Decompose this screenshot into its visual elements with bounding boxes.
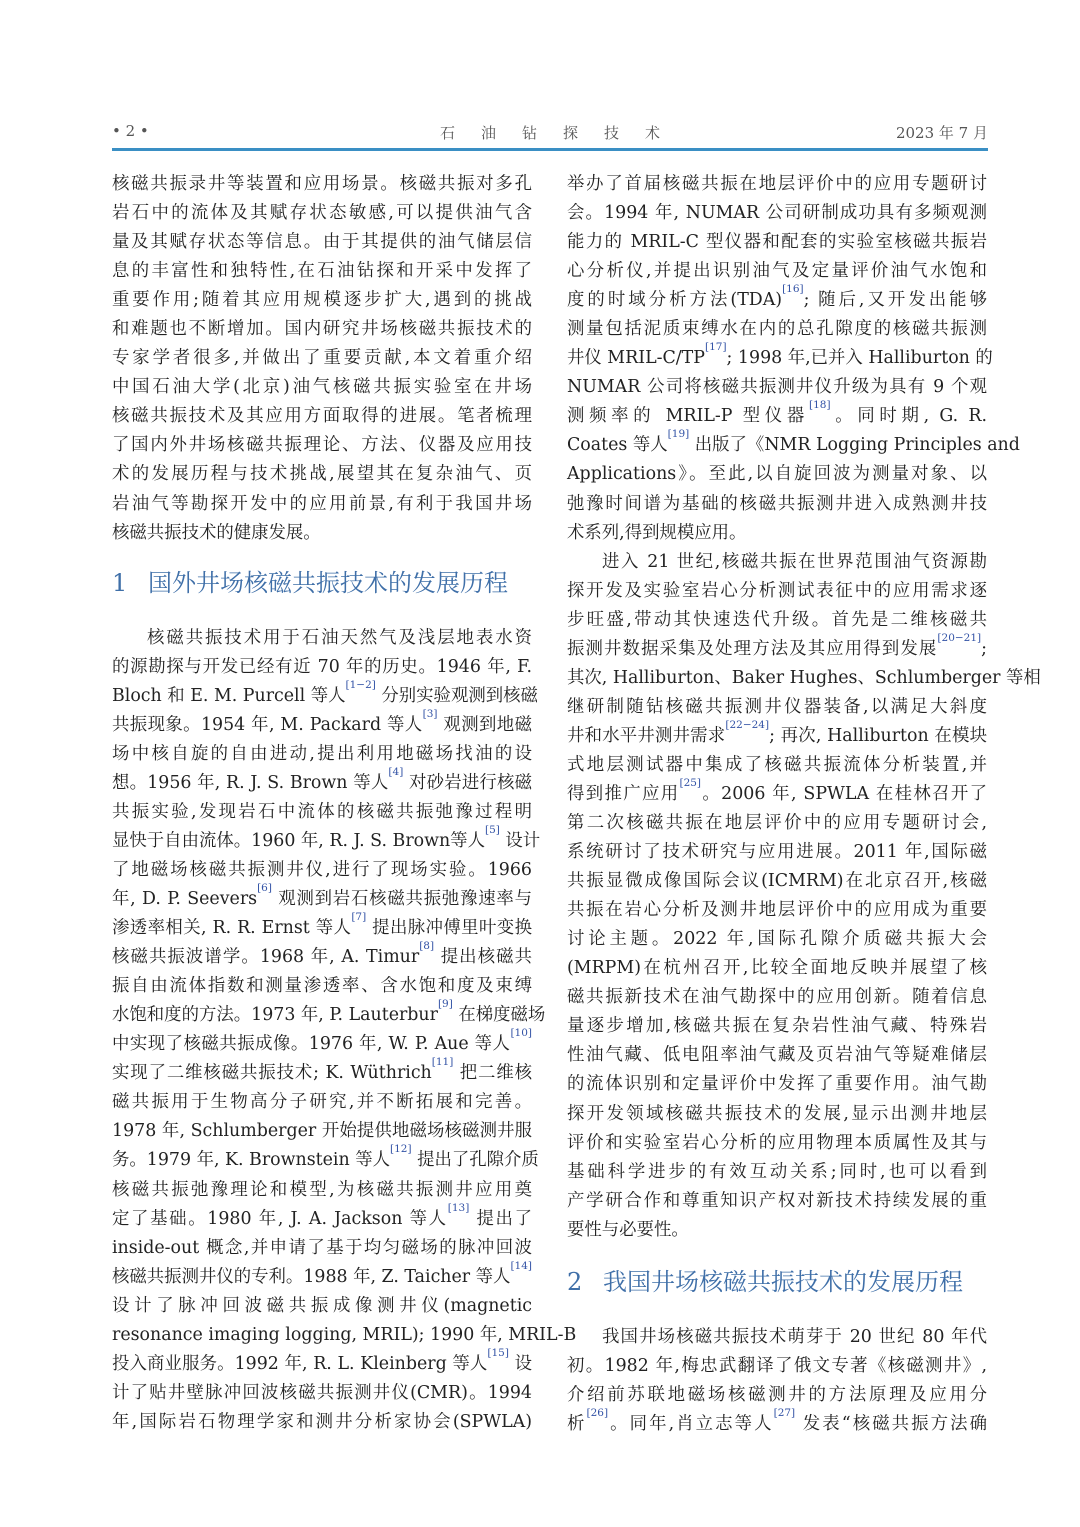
citation-ref[interactable]: [18]: [808, 399, 831, 412]
line-text: 析: [567, 1413, 587, 1434]
text-line: [112, 315, 532, 344]
line-text-after-citation: 。同年,肖立志等人: [608, 1413, 774, 1434]
citation-ref[interactable]: [16]: [782, 283, 804, 296]
line-text: 术的发展历程与技术挑战,展望其在复杂油气、页: [112, 464, 532, 485]
line-text-after-citation: 发表“核磁共振方法确: [795, 1413, 987, 1434]
text-line: [112, 519, 532, 548]
line-text: 量及其赋存状态等信息。由于其提供的油气储层信: [112, 232, 532, 253]
line-text: 核磁共振弛豫理论和模型,为核磁共振测井应用奠: [112, 1179, 532, 1200]
line-text: 探开发及实验室岩心分析测试表征中的应用需求逐: [567, 580, 987, 601]
section-2-heading: [567, 1255, 987, 1315]
line-text: 井和水平井测井需求: [567, 725, 726, 746]
text-line: [112, 1259, 532, 1292]
line-text: 岩石中的流体及其赋存状态敏感,可以提供油气含: [112, 203, 532, 224]
text-line: [567, 983, 987, 1012]
text-line: [112, 1408, 532, 1437]
line-text: 心分析仪,并提出识别油气及定量评价油气水饱和: [567, 261, 987, 282]
text-line: [112, 1234, 532, 1263]
line-text: 投入商业服务。1992 年, R. L. Kleinberg 等人: [112, 1353, 488, 1374]
line-text: 第二次核磁共振在地层评价中的应用专题研讨会,: [567, 813, 987, 834]
line-text: 讨论主题。2022 年,国际孔隙介质磁共振大会: [567, 929, 987, 950]
citation-ref[interactable]: [1−2]: [345, 678, 376, 691]
text-line: [112, 1321, 577, 1350]
line-text: 水饱和度的方法。1973 年, P. Lauterbur: [112, 1005, 438, 1026]
citation-ref[interactable]: [15]: [487, 1346, 509, 1359]
line-text: 测量包括泥质束缚水在内的总孔隙度的核磁共振测: [567, 319, 987, 340]
text-line: [567, 664, 1041, 693]
line-text-after-citation: 对砂岩进行核磁: [403, 772, 533, 793]
running-header: [112, 120, 988, 144]
text-line: [567, 548, 987, 577]
line-text: NUMAR 公司将核磁共振测井仪升级为具有 9 个观: [567, 377, 987, 398]
line-text: 磁共振用于生物高分子研究,并不断拓展和完善。: [112, 1092, 532, 1113]
line-text: 共振现象。1954 年, M. Packard 等人: [112, 714, 423, 735]
line-text-after-citation: 把二维核: [453, 1063, 533, 1084]
text-line: [112, 228, 532, 257]
text-line: [567, 631, 987, 664]
citation-ref[interactable]: [6]: [257, 882, 272, 895]
citation-ref[interactable]: [25]: [679, 776, 702, 789]
text-line: [567, 1352, 987, 1381]
line-text: 继研制随钻核磁共振测井仪器装备,以满足大斜度: [567, 696, 987, 717]
line-text: 其次, Halliburton、Baker Hughes、Schlumberger 等相: [567, 667, 1041, 688]
line-text: 定了基础。1980 年, J. A. Jackson 等人: [112, 1208, 448, 1229]
paragraph-21st-century: [567, 548, 1041, 1245]
section-1-heading: [112, 556, 532, 616]
text-line: [112, 856, 532, 885]
text-line: [567, 606, 987, 635]
text-line: [112, 286, 532, 315]
text-line: [112, 940, 533, 972]
line-text: 基础科学进步的有效互动关系;同时,也可以看到: [567, 1161, 987, 1182]
line-text-after-citation: 提出了孔隙介质: [411, 1150, 539, 1171]
citation-ref[interactable]: [13]: [447, 1201, 470, 1214]
citation-ref[interactable]: [7]: [351, 911, 367, 924]
text-line: [567, 373, 987, 402]
citation-ref[interactable]: [20−21]: [937, 631, 982, 644]
text-line: [567, 199, 987, 228]
line-text: 和难题也不断增加。国内研究井场核磁共振技术的: [112, 319, 532, 340]
page-number: • 2 •: [112, 122, 149, 140]
line-text: 振测井数据采集及处理方法及其应用得到发展: [567, 638, 938, 659]
line-text: 得到推广应用: [567, 783, 680, 804]
text-line: [567, 257, 987, 286]
text-line: [567, 1070, 987, 1099]
line-text: 了国内外井场核磁共振理论、方法、仪器及应用技: [112, 435, 532, 456]
line-text: 的流体识别和定量评价中发挥了重要作用。油气勘: [567, 1074, 987, 1095]
text-line: [112, 765, 533, 798]
line-text: 我国井场核磁共振技术萌芽于 20 世纪 80 年代: [602, 1326, 987, 1347]
line-text: 振自由流体指数和测量渗透率、含水饱和度及束缚: [112, 976, 532, 997]
line-text: 核磁共振技术及其应用方面取得的进展。笔者梳理: [112, 406, 532, 427]
line-text: 核磁共振录井等装置和应用场景。核磁共振对多孔: [112, 174, 532, 194]
text-line: [567, 1041, 987, 1070]
text-line: [112, 998, 546, 1030]
line-text: 务。1979 年, K. Brownstein 等人: [112, 1150, 390, 1171]
continued-paragraph: [567, 170, 1020, 548]
line-text: 初。1982 年,梅忠武翻译了俄文专著《核磁测井》,: [567, 1355, 987, 1376]
line-text-after-citation: 出版了《NMR Logging Principles and: [689, 435, 1020, 456]
text-line: [567, 925, 987, 954]
right-column: [567, 170, 1041, 1439]
line-text-after-citation: 。同时期, G. R.: [830, 406, 988, 427]
line-text-after-citation: 。2006 年, SPWLA 在桂林召开了: [701, 783, 987, 804]
line-text: 想。1956 年, R. J. S. Brown 等人: [112, 772, 389, 793]
line-text: 中实现了核磁共振成像。1976 年, W. P. Aue 等人: [112, 1034, 511, 1055]
text-line: [112, 653, 532, 682]
line-text: 了地磁场核磁共振测井仪,进行了现场实验。1966: [112, 859, 532, 880]
line-text: 探开发领域核磁共振技术的发展,显示出测井地层: [567, 1103, 987, 1124]
line-text-after-citation: 分别实验观测到核磁: [375, 685, 538, 706]
line-text: 性油气藏、低电阻率油气藏及页岩油气等疑难储层: [567, 1045, 987, 1066]
text-line: [112, 1056, 533, 1088]
line-text: 能力的 MRIL-C 型仪器和配套的实验室核磁共振岩: [567, 232, 987, 253]
line-text: 渗透率相关, R. R. Ernst 等人: [112, 918, 352, 939]
header-rule: [112, 148, 988, 151]
line-text: 共振实验,发现岩石中流体的核磁共振弛豫过程明: [112, 801, 532, 822]
line-text: 的源勘探与开发已经有近 70 年的历史。1946 年, F.: [112, 656, 532, 677]
text-line: [112, 823, 541, 856]
text-line: [567, 867, 987, 896]
line-text: 术系列,得到规模应用。: [567, 522, 747, 543]
citation-ref[interactable]: [22−24]: [725, 718, 770, 731]
text-line: [112, 402, 532, 431]
text-line: [567, 519, 987, 548]
text-line: [567, 1381, 987, 1410]
section-2-paragraph: [567, 1323, 987, 1439]
line-text: 核磁共振测井仪的专利。1988 年, Z. Taicher 等人: [112, 1266, 511, 1287]
citation-ref[interactable]: [11]: [431, 1056, 454, 1069]
line-text: 中国石油大学(北京)油气核磁共振实验室在井场: [112, 377, 532, 398]
text-line: [112, 257, 532, 286]
text-line: [567, 1158, 987, 1187]
text-line: [567, 228, 987, 257]
line-text-after-citation: 设: [508, 1353, 532, 1374]
text-line: [567, 838, 987, 867]
text-line: [112, 1292, 532, 1321]
text-line: [112, 344, 532, 373]
left-column: [112, 170, 577, 1437]
citation-ref[interactable]: [17]: [704, 341, 727, 354]
text-line: [567, 577, 987, 606]
line-text: 实现了二维核磁共振技术; K. Wüthrich: [112, 1063, 432, 1084]
line-text: 度的时域分析方法(TDA): [567, 290, 783, 311]
text-line: [112, 1176, 532, 1205]
line-text: 场中核自旋的自由进动,提出利用地磁场找油的设: [112, 743, 532, 764]
line-text: 核磁共振波谱学。1968 年, A. Timur: [112, 947, 420, 968]
line-text-after-citation: 提出了: [469, 1208, 533, 1229]
text-line: [567, 460, 987, 489]
line-text: 专家学者很多,并做出了重要贡献,本文着重介绍: [112, 348, 532, 369]
line-text: 息的丰富性和独特性,在石油钻探和开采中发挥了: [112, 261, 532, 282]
text-line: [112, 1379, 532, 1408]
line-text: 设计了脉冲回波磁共振成像测井仪(magnetic: [112, 1295, 532, 1316]
line-text: 进入 21 世纪,核磁共振在世界范围油气资源勘: [602, 551, 987, 572]
line-text: 重要作用;随着其应用规模逐步扩大,遇到的挑战: [112, 290, 532, 311]
line-text-after-citation: 在梯度磁场: [452, 1005, 546, 1026]
line-text-after-citation: ;: [981, 638, 987, 659]
line-text: 核磁共振技术用于石油天然气及浅层地表水资: [147, 627, 532, 648]
line-text-after-citation: ; 随后,又开发出能够: [803, 290, 987, 311]
line-text: (MRPM)在杭州召开,比较全面地反映并展望了核: [567, 958, 987, 979]
text-line: [112, 972, 532, 1001]
text-line: [567, 399, 988, 431]
text-line: [567, 315, 987, 344]
line-text-after-citation: ; 1998 年,已并入 Halliburton 的: [726, 348, 993, 369]
text-line: [112, 678, 538, 711]
text-line: [112, 740, 532, 769]
line-text: 共振在岩心分析及测井地层评价中的应用成为重要: [567, 900, 987, 921]
line-text: 年, D. P. Seevers: [112, 889, 258, 910]
text-line: [112, 1088, 532, 1117]
text-line: [112, 199, 532, 228]
text-line: [567, 1012, 987, 1041]
line-text: 年,国际岩石物理学家和测井分析家协会(SPWLA): [112, 1411, 532, 1432]
line-text: 核磁共振技术的健康发展。: [112, 522, 321, 543]
text-line: [112, 911, 532, 943]
citation-ref[interactable]: [26]: [586, 1406, 609, 1419]
line-text: 井仪 MRIL-C/TP: [567, 348, 705, 369]
text-line: [112, 170, 532, 199]
line-text-after-citation: 提出核磁共: [434, 947, 533, 968]
section-1-paragraph: [112, 624, 577, 1437]
line-text: inside-out 概念,并申请了基于均匀磁场的脉冲回波: [112, 1237, 532, 1258]
line-text: 式地层测试器中集成了核磁共振流体分析装置,并: [567, 754, 987, 775]
text-line: [112, 624, 532, 653]
line-text: 弛豫时间谱为基础的核磁共振测井进入成熟测井技: [567, 493, 987, 514]
citation-ref[interactable]: [12]: [390, 1143, 412, 1156]
line-text: 介绍前苏联地磁场核磁测井的方法原理及应用分: [567, 1384, 987, 1405]
text-line: [112, 1117, 532, 1146]
line-text: 显快于自由流体。1960 年, R. J. S. Brown等人: [112, 830, 485, 851]
line-text: 岩油气等勘探开发中的应用前景,有利于我国井场: [112, 493, 532, 514]
line-text: 评价和实验室岩心分析的应用物理本质属性及其与: [567, 1132, 987, 1153]
text-line: [567, 954, 987, 983]
text-line: [567, 428, 1020, 460]
line-text: Applications》。至此,以自旋回波为测量对象、以: [567, 464, 987, 485]
section-2-number: 2: [567, 1267, 583, 1296]
text-line: [567, 693, 987, 722]
line-text: 系统研讨了技术研究与应用进展。2011 年,国际磁: [567, 842, 987, 863]
text-line: [567, 1216, 987, 1245]
line-text: 计了贴井壁脉冲回波核磁共振测井仪(CMR)。1994: [112, 1382, 532, 1403]
line-text: 共振显微成像国际会议(ICMRM)在北京召开,核磁: [567, 871, 987, 892]
citation-ref[interactable]: [9]: [437, 998, 453, 1011]
intro-paragraph: [112, 170, 532, 548]
line-text-after-citation: 提出脉冲傅里叶变换: [366, 918, 532, 939]
citation-ref[interactable]: [14]: [510, 1259, 532, 1272]
line-text-after-citation: ; 再次, Halliburton 在模块: [769, 725, 987, 746]
line-text-after-citation: 设计: [499, 830, 541, 851]
text-line: [567, 1406, 987, 1439]
section-1-title: 国外井场核磁共振技术的发展历程: [148, 568, 508, 597]
line-text-after-citation: 观测到岩石核磁共振弛豫速率与: [271, 889, 532, 910]
line-text: 会。1994 年, NUMAR 公司研制成功具有多频观测: [567, 203, 987, 224]
citation-ref[interactable]: [19]: [667, 428, 690, 441]
text-line: [567, 718, 987, 751]
line-text: resonance imaging logging, MRIL); 1990 年, MRIL-B: [112, 1324, 577, 1345]
citation-ref[interactable]: [27]: [773, 1406, 796, 1419]
section-2-title: 我国井场核磁共振技术的发展历程: [603, 1267, 963, 1296]
text-line: [567, 490, 987, 519]
issue-date: 2023 年 7 月: [895, 124, 988, 142]
text-line: [112, 798, 532, 827]
text-line: [112, 490, 532, 519]
line-text: Bloch 和 E. M. Purcell 等人: [112, 685, 346, 706]
text-line: [567, 1100, 987, 1129]
text-line: [567, 751, 987, 780]
line-text-after-citation: 观测到地磁: [437, 714, 532, 735]
text-line: [112, 1201, 533, 1234]
section-1-number: 1: [112, 568, 128, 597]
line-text: Coates 等人: [567, 435, 668, 456]
text-line: [567, 1187, 987, 1216]
citation-ref[interactable]: [10]: [510, 1027, 532, 1040]
line-text: 步旺盛,带动其快速迭代升级。首先是二维核磁共: [567, 609, 987, 630]
citation-ref[interactable]: [4]: [388, 765, 404, 778]
text-line: [567, 170, 987, 199]
text-line: [567, 776, 987, 809]
journal-name: 石油钻探技术: [439, 124, 686, 142]
line-text: 要性与必要性。: [567, 1219, 689, 1240]
text-line: [112, 1346, 532, 1379]
citation-ref[interactable]: [8]: [419, 940, 435, 953]
text-line: [567, 809, 987, 838]
text-line: [567, 1129, 987, 1158]
citation-ref[interactable]: [3]: [422, 707, 438, 720]
text-line: [567, 341, 993, 373]
line-text: 量逐步增加,核磁共振在复杂岩性油气藏、特殊岩: [567, 1016, 987, 1037]
text-line: [567, 1323, 987, 1352]
citation-ref[interactable]: [5]: [484, 823, 500, 836]
line-text: 举办了首届核磁共振在地层评价中的应用专题研讨: [567, 174, 987, 194]
text-line: [112, 373, 532, 402]
line-text: 1978 年, Schlumberger 开始提供地磁场核磁测井服: [112, 1121, 532, 1142]
line-text: 磁共振新技术在油气勘探中的应用创新。随着信息: [567, 987, 987, 1008]
text-line: [112, 431, 532, 460]
line-text: 测频率的 MRIL-P 型仪器: [567, 406, 809, 427]
text-line: [112, 460, 532, 489]
text-line: [567, 283, 987, 315]
line-text: 产学研合作和尊重知识产权对新技术持续发展的重: [567, 1190, 987, 1211]
text-line: [112, 1027, 532, 1059]
text-line: [112, 707, 532, 740]
text-line: [112, 882, 532, 914]
text-line: [112, 1143, 539, 1175]
text-line: [567, 896, 987, 925]
